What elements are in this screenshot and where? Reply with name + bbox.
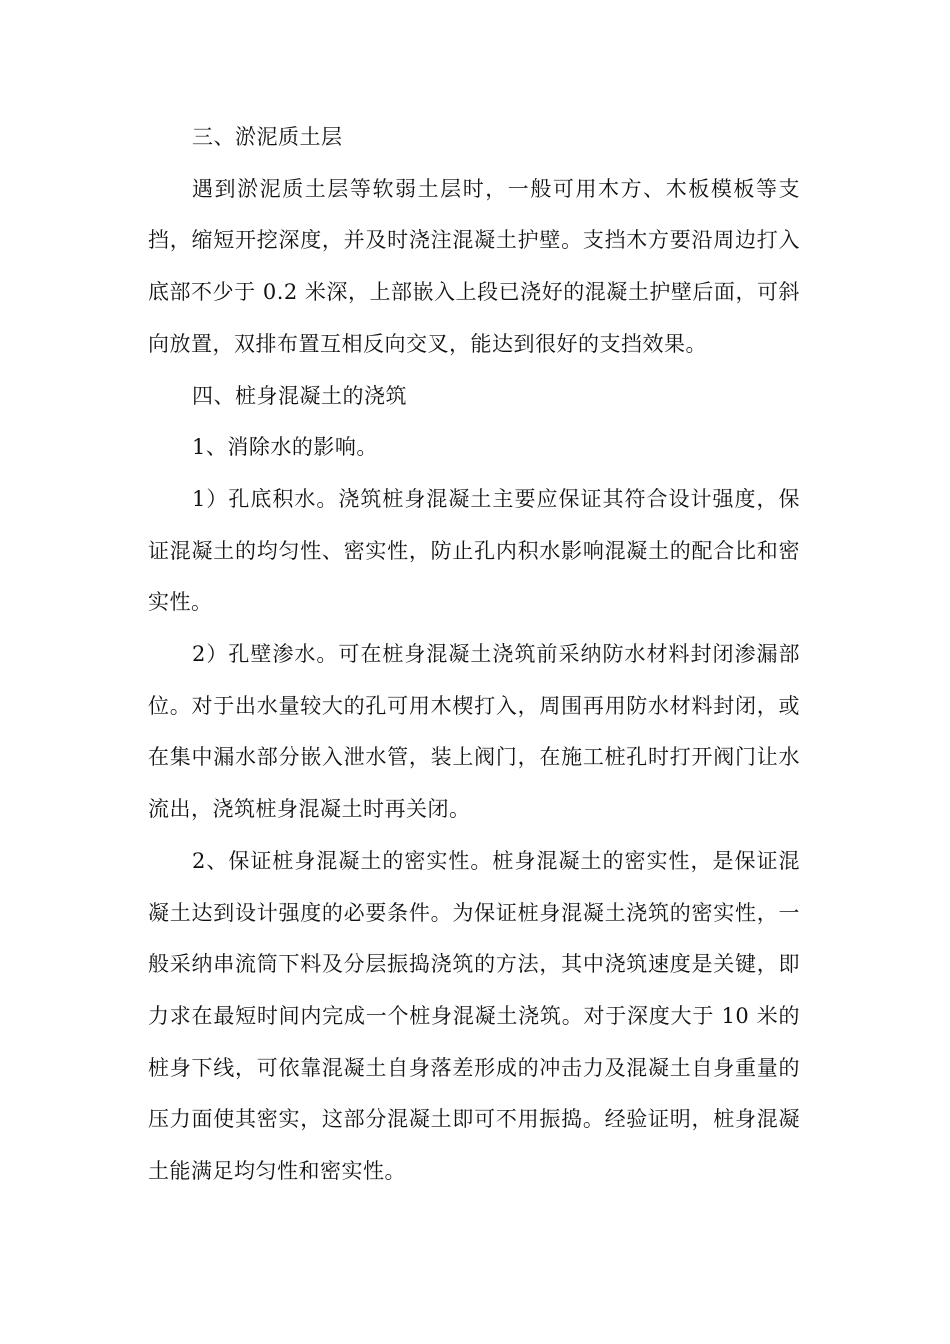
section-heading-pile-concrete-pouring: 四、桩身混凝土的浇筑 (192, 383, 407, 408)
paragraph-bottom-water: 1）孔底积水。浇筑桩身混凝土主要应保证其符合设计强度，保证混凝土的均匀性、密实性，防止孔内积水影响混凝土的配合比和密实性。 (148, 486, 800, 615)
paragraph-silt-layer-support: 遇到淤泥质土层等软弱土层时，一般可用木方、木板模板等支挡，缩短开挖深度，并及时浇注混凝土护壁。支挡木方要沿周边打入底部不少于 0.2 米深，上部嵌入上段已浇好的混凝土护壁后面，可斜向放置，双排布置互相反向交叉，能达到很好的支挡效果。 (148, 176, 800, 356)
paragraph-wall-seepage: 2）孔壁渗水。可在桩身混凝土浇筑前采纳防水材料封闭渗漏部位。对于出水量较大的孔可用木楔打入，周围再用防水材料封闭，或在集中漏水部分嵌入泄水管，装上阀门，在施工桩孔时打开阀门让水流出，浇筑桩身混凝土时再关闭。 (148, 642, 800, 822)
paragraph-concrete-density: 2、保证桩身混凝土的密实性。桩身混凝土的密实性，是保证混凝土达到设计强度的必要条件。为保证桩身混凝土浇筑的密实性，一般采纳串流筒下料及分层振捣浇筑的方法，其中浇筑速度是关键，即力求在最短时间内完成一个桩身混凝土浇筑。对于深度大于 10 米的桩身下线，可依靠混凝土自身落差形成的冲击力及混凝土自身重量的压力面使其密实，这部分混凝土即可不用振捣。经验证明，桩身混凝土能满足均匀性和密实性。 (148, 848, 800, 1184)
document-body (148, 112, 800, 1198)
subheading-eliminate-water: 1、消除水的影响。 (192, 435, 378, 460)
section-heading-silt-layer: 三、淤泥质土层 (192, 125, 343, 149)
